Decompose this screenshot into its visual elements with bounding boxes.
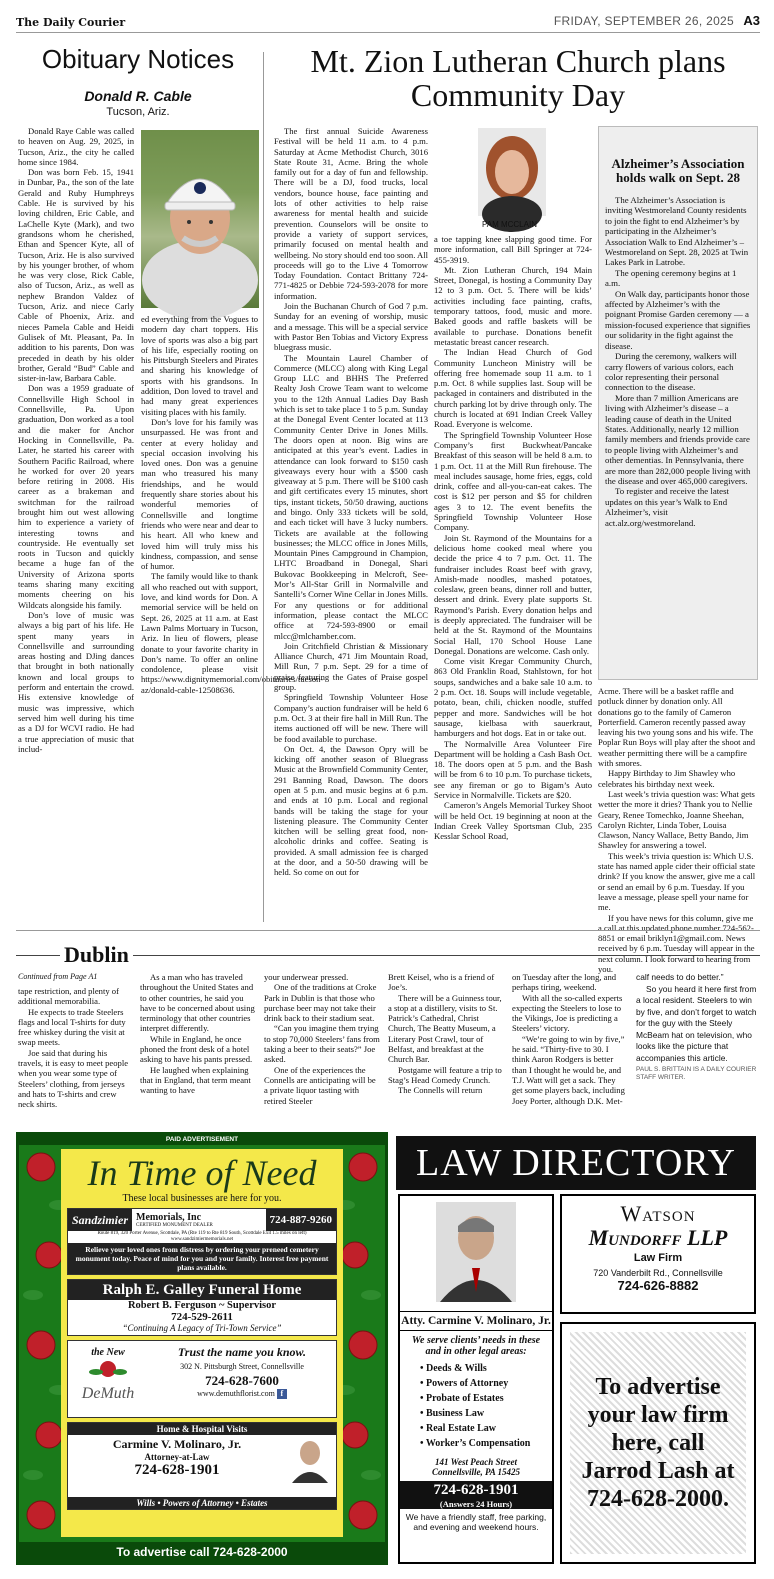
in-time-of-need-ad[interactable] bbox=[16, 1132, 388, 1565]
paragraph: Join St. Raymond of the Mountains for a delicious home cooked meal where you decide the price 4 to 7 p.m. Oct. 11. The fundraiser includes Roast beef with gravy, Amish-made noodles, mashed potatoes, coleslaw, green beans, dinner roll and butter, dessert and drink. Every plate supports St. Raymond’s Parish. Every donation helps and is deeply appreciated. The fundraiser will be held at the St. Raymond of the Mountains Social Hall, 170 School House Lane Donegal. Donations are welcome. Cash only. bbox=[434, 532, 592, 656]
paragraph: ed everything from the Vogues to modern day chart toppers. His love of sports was also a big part of his life, especially rooting on his Pittsburgh Steelers and Pirates and sharing his knowledge of sports with his grandsons. In addition, Don loved to travel and had many great experiences visiting places with his family. bbox=[141, 314, 258, 417]
paragraph: He laughed when explaining that in England, that term meant wanting to have bbox=[140, 1064, 251, 1096]
paragraph: Don’s love of music was always a big part of his life. He spent many years in Connellsville and surrounding areas hosting and DJing dances that brought in both nationally known and local groups to perform and entertain the crowd. His extensive knowledge of music was impressive, which served him well during his time as a DJ for WCVI radio. He had a true appreciation of music that includ- bbox=[18, 609, 134, 754]
paragraph: Joe said that during his travels, it is easy to meet people when you wear some type of Steelers’ clothing, from jerseys and hats to T-shirts and crew neck shirts. bbox=[18, 1047, 129, 1110]
paragraph: So you heard it here first from a local resident. Steelers to win by five, and don’t forget to watch for the guy with the Steely McBeam hat on television, who looks like the picture that accompanies this article. bbox=[636, 983, 757, 1063]
alzheimers-sidebar bbox=[598, 126, 758, 680]
demuth-trust: Trust the name you know. bbox=[177, 1345, 307, 1359]
visits-banner: Home & Hospital Visits bbox=[68, 1423, 336, 1435]
dublin-column-1 bbox=[18, 986, 132, 1120]
dublin-column-6 bbox=[636, 972, 758, 1120]
practice-area: • Real Estate Law bbox=[420, 1423, 497, 1434]
paragraph: One of the experiences the Connells are anticipating will be a private liquor tasting with retired Steeler bbox=[264, 1064, 376, 1106]
practice-areas bbox=[400, 1361, 552, 1451]
paragraph: The first annual Suicide Awareness Festival will be held 11 a.m. to 4 p.m. Saturday at Acme Methodist Church, 3016 State Route 31, Acme. Bring the whole family out for a day of fun and fellowship. There will be a DJ, food trucks, local vendors, bounce house, face painting and lots of other activities to help raise awareness for mental health and suicide prevention. Counselors will be onsite to provide a variety of support services, primarily focused on mental health and wellbeing. No story should end too soon. All proceeds will go to the Live 4 Tomorrow Today Foundation. Contact Brittany 724-771-4825 or Debbie 724-593-2078 for more information. bbox=[274, 126, 428, 301]
paragraph: The Mountain Laurel Chamber of Commerce (MLCC) along with King Legal Group LLC and BHHS The Preferred Realty Josh Crowe Team want to welcome you to the 12th Annual Ladies Day Bash which is set to take place 1 to 5 p.m. Sunday at the Donegal Event Center located at 113 Community Center Drive in Jones Mills. The doors open at noon. Big wins are anticipated at this year’s event. Ladies in attendance can look forward to $150 cash giveaways every hour with a $500 cash giveaway at 5 p.m. There will be $100 cash and gift certificates every 15 minutes, short tips, instant tickets, 50/50 drawing, auctions and bingo. Only 333 tickets will be sold, and each ticket will have 3 lucky numbers. Tickets are available at the following businesses; the MLCC office in Jones Mills, Mountain Pines Campground in Champion, LHTC Broadband in Donegal, Shari Bukovac Bookkeeping in Melcroft, See-Mor’s All-Star Grill in Normalville and Santelli’s Corner Wine Cellar in Jones Mills. For any questions or for additional information, please contact the MLCC office at 724-593-8900 or email mlcc@mlchamber.com. bbox=[274, 352, 428, 641]
community-headline: Mt. Zion Lutheran Church plans Community Day bbox=[310, 43, 726, 113]
issue-date: FRIDAY, SEPTEMBER 26, 2025 bbox=[553, 14, 734, 28]
obituary-name: Donald R. Cable bbox=[84, 88, 192, 104]
dublin-column-2 bbox=[140, 972, 256, 1120]
paragraph: Join the Buchanan Church of God 7 p.m. Sunday for an evening of worship, music and a message. This will be a special service with Pastor Ben Tobias and Victory Express bluegrass music. bbox=[274, 301, 428, 353]
alzheimers-title: Alzheimer’s Association holds walk on Sept. 28 bbox=[611, 156, 745, 185]
columnist-photo bbox=[478, 128, 546, 216]
law-staff-note: We have a friendly staff, free parking, and evening and weekend hours. bbox=[405, 1512, 547, 1532]
paragraph: The Connells will return bbox=[398, 1085, 483, 1096]
paragraph: Postgame will feature a trip to Stag’s Head Comedy Crunch. bbox=[388, 1064, 502, 1085]
obituary-column-2 bbox=[141, 314, 324, 920]
paragraph: a toe tapping knee slapping good time. For more information, call Bill Springer at 724-455-3919. bbox=[434, 234, 592, 265]
paragraph: tape restriction, and plenty of additional memorabilia. bbox=[18, 986, 119, 1007]
law-address-line1: 141 West Peach Street bbox=[435, 1457, 517, 1467]
molinaro-name: Carmine V. Molinaro, Jr. bbox=[112, 1437, 242, 1451]
paragraph: He expects to trade Steelers flags and local T-shirts for duty free whiskey during the visit at swap meets. bbox=[18, 1006, 126, 1048]
molinaro-ad-block[interactable] bbox=[67, 1422, 337, 1510]
law-address-line2: Connellsville, PA 15425 bbox=[431, 1467, 521, 1477]
columnist-portrait bbox=[478, 128, 546, 216]
galley-supervisor: Robert B. Ferguson ~ Supervisor bbox=[127, 1300, 277, 1311]
sandzimier-firm: Memorials, Inc bbox=[136, 1211, 202, 1223]
paragraph: If you have news for this column, give me a call at this updated phone number 724-562-8851 or email briklyn1@gmail.com. News received by 6 p.m. Tuesday will appear in the next column. I look forward to hearing from you. bbox=[598, 912, 755, 975]
ad-need-footer[interactable]: To advertise call 724-628-2000 bbox=[19, 1542, 385, 1562]
practice-area: • Powers of Attorney bbox=[420, 1378, 509, 1389]
law-hours: (Answers 24 Hours) bbox=[439, 1499, 513, 1509]
paragraph: More than 7 million Americans are living with Alzheimer’s disease – a leading cause of death in the United States. Additionally, nearly 12 million family members and friends provide care to people living with Alzheimer’s and other dementias. In Pennsylvania, there are more than 282,000 people living with the disease and over 465,000 caregivers. bbox=[605, 392, 751, 486]
paragraph: Donald Raye Cable was called to heaven on Aug. 29, 2025, in Tucson, Ariz., the city he called home since 1984. bbox=[18, 126, 134, 167]
watson-line2: Mundorff LLP bbox=[588, 1225, 728, 1250]
galley-phone: 724-529-2611 bbox=[171, 1311, 233, 1323]
paragraph: One of the traditions at Croke Park in Dublin is that those who purchase beer may not take their drink back to their stadium seat. bbox=[264, 982, 377, 1024]
paragraph: With all the so-called experts expecting the Steelers to lose to the Vikings, Joe is predicting a Steelers’ victory. bbox=[512, 992, 623, 1034]
paragraph: calf needs to do better.” bbox=[636, 972, 724, 982]
practice-area: • Deeds & Wills bbox=[420, 1363, 487, 1374]
watson-mundorff-ad[interactable] bbox=[560, 1194, 756, 1314]
paragraph: Mt. Zion Lutheran Church, 194 Main Street, Donegal, is hosting a Community Day 12 to 3 p.m. Oct. 5. There will be kids’ activities including face painting, crafts, temporary tattoos, food, music and more. Baked goods and raffle baskets will be available to purchase. Donations benefit metastatic breast cancer research. bbox=[434, 264, 592, 347]
attorney-photo bbox=[436, 1202, 516, 1302]
molinaro-title: Attorney-at-Law bbox=[144, 1452, 210, 1462]
facebook-icon[interactable]: f bbox=[277, 1389, 287, 1399]
obituary-place: Tucson, Ariz. bbox=[106, 106, 170, 118]
paragraph: The Indian Head Church of God Community Luncheon Ministry will be offering free homemade soup 11 a.m. to 1 p.m. Oct. 8 while supplies last. Soup will be packaged in containers and distributed in the church parking lot by drive through only. The church is located at 691 Indian Creek Valley Road. Everyone is welcome. bbox=[434, 347, 592, 430]
sandzimier-cert: CERTIFIED MONUMENT DEALER bbox=[136, 1222, 213, 1228]
ad-need-title: In Time of Need bbox=[87, 1153, 317, 1193]
practice-area: • Worker’s Compensation bbox=[420, 1438, 531, 1449]
byline: PAUL S. BRITTAIN IS A DAILY COURIER STAFF WRITER. bbox=[636, 1066, 757, 1081]
masthead-rule bbox=[16, 32, 760, 33]
paragraph: Acme. There will be a basket raffle and potluck dinner by donation only. All donations go to the family of Cameron Porterfield. Cameron recently passed away leaving his two young sons and his wife. The Poplar Run Boys will play after the shoot and weather permitting there will be a campfire with smores. bbox=[598, 686, 756, 769]
attorney-name: Atty. Carmine V. Molinaro, Jr. bbox=[400, 1311, 552, 1331]
paid-ad-label: PAID ADVERTISEMENT bbox=[19, 1135, 385, 1145]
community-column-1 bbox=[274, 126, 428, 918]
paragraph: your underwear pressed. bbox=[264, 972, 349, 982]
paragraph: on Tuesday after the long, and perhaps tiring, weekend. bbox=[512, 972, 617, 993]
demuth-block[interactable] bbox=[67, 1340, 337, 1418]
paragraph: Come visit Kregar Community Church, 863 Old Franklin Road, Stahlstown, for hot soups, sandwiches and a bake sale 10 a.m. to 2 p.m. Oct. 18. Soups will include vegetable, potato, bean, chili, chicken noodle, stuffed pepper and more. Sandwiches will be hot sausage, kielbasa with sauerkraut, hamburgers and hot dogs. Eat in or take out. bbox=[434, 656, 592, 739]
dublin-column-5 bbox=[512, 972, 628, 1120]
demuth-phone: 724-628-7600 bbox=[205, 1373, 279, 1388]
ad-need-subtitle: These local businesses are here for you. bbox=[122, 1193, 282, 1204]
law-directory-title: LAW DIRECTORY bbox=[396, 1136, 756, 1190]
community-column-2 bbox=[434, 234, 592, 922]
dublin-jump-label: Dublin bbox=[60, 942, 133, 968]
molinaro-tagline: Wills • Powers of Attorney • Estates bbox=[68, 1497, 336, 1509]
paragraph: During the ceremony, walkers will carry flowers of various colors, each color representing their personal connection to the disease. bbox=[605, 351, 737, 393]
paragraph: Springfield Township Volunteer Hose Company’s auction fundraiser will be held 6 p.m. Oct. 3 at their fire hall in Mill Run. The items auctioned off will be new. There will be food available to purchase. bbox=[274, 692, 428, 744]
demuth-web[interactable]: www.demuthflorist.com bbox=[197, 1389, 275, 1398]
molinaro-phone: 724-628-1901 bbox=[134, 1462, 220, 1478]
practice-area: • Business Law bbox=[420, 1408, 485, 1419]
paragraph: Last week’s trivia question was: What gets wetter the more it dries? Thank you to Nellie Geary, Renee Tomechko, Joanne Sheehan, Carolyn Richter, Linda Tober, Louisa Clawson, Nancy Wallace, Betty Bando, Jim Shawley for answering a towel. bbox=[598, 788, 755, 851]
paragraph: Happy Birthday to Jim Shawley who celebrates his birthday next week. bbox=[598, 768, 736, 789]
photo-caption: PAM MCCLAIN bbox=[482, 220, 537, 229]
paragraph: The Alzheimer’s Association is inviting Westmoreland County residents to join the fight to end Alzheimer’s by participating in the Alzheimer’s Association Walk to End Alzheimer’s – Westmoreland on Sept. 28, 2025 at Twin Lakes Park in Latrobe. bbox=[605, 195, 749, 268]
flower-icon bbox=[88, 1358, 128, 1380]
paragraph: On Walk day, participants honor those affected by Alzheimer’s with the poignant Promise Garden ceremony — a mission-focused experience that signifies our solidarity in the fight against the disease. bbox=[605, 288, 751, 351]
continued-note: Continued from Page A1 bbox=[18, 972, 98, 981]
alzheimers-body bbox=[605, 195, 751, 528]
attorney-portrait bbox=[290, 1437, 330, 1483]
page-number: A3 bbox=[743, 13, 760, 28]
galley-tagline: “Continuing A Legacy of Tri-Town Service” bbox=[122, 1323, 282, 1333]
paragraph: To register and receive the latest updates on this year’s Walk to End Alzheimer’s, visit act.alz.org/westmoreland. bbox=[605, 486, 729, 528]
sandzimier-block[interactable] bbox=[67, 1208, 337, 1275]
obituary-section-title: Obituary Notices bbox=[41, 44, 235, 74]
watson-address: 720 Vanderbilt Rd., Connellsville bbox=[593, 1268, 723, 1278]
paragraph: While in England, he once phoned the front desk of a hotel asking to have his pants pressed. bbox=[140, 1033, 253, 1065]
paragraph: Join Critchfield Christian & Missionary Alliance Church, 471 Jim Mountain Road, Mill Run, 7 p.m. Sept. 29 for a time of praise featuring the Gates of Praise gospel group. bbox=[274, 640, 428, 693]
paragraph: Don was born Feb. 15, 1941 in Dunbar, Pa., the son of the late Gerald and Ruby Humphreys Cable. He is survived by his loving children, Eric Cable, and LaChelle Kyte (Mark), and two grandsons whom he cherished, Ethan and Spencer Kyte, all of Tucson, Ariz. He is also survived by his younger brother, of whom he was very close, Rick Cable, also of Tucson, Ariz., as well as nephew Brandon Valdez of Tucson, Ariz. and niece Carly Cable of Phoenix, Ariz. and nieces Pamela Cable and Heidi Gulisek of Mt. Pleasant, Pa. In addition to his parents, Don was preceded in death by his older brother, Gerald “Bud” Cable and sister-in-law, Barbara Cable. bbox=[18, 167, 134, 384]
advertise-law-firm-ad[interactable] bbox=[560, 1322, 756, 1564]
law-phone: 724-628-1901 bbox=[433, 1482, 519, 1498]
paragraph: The Springfield Township Volunteer Hose Company’s first Buckwheat/Pancake Breakfast of this season will be held 8 a.m. to 1 p.m. Oct. 11 at the Mill Run firehouse. The meal includes sausage, home fries, eggs, cold drink, coffee and all-you-can-eat cakes. The cost is $12 per person and $5 for children ages 3 to 12. The event benefits the Springfield Township Volunteer Hose Company. bbox=[434, 429, 592, 533]
serve-statement: We serve clients’ needs in these and in other legal areas: bbox=[411, 1335, 541, 1357]
demuth-name: DeMuth bbox=[81, 1385, 135, 1402]
watson-phone: 724-626-8882 bbox=[617, 1278, 699, 1293]
section-rule bbox=[16, 930, 760, 931]
sandzimier-web[interactable]: www.sandzimiermemorials.net bbox=[170, 1237, 234, 1242]
molinaro-law-ad[interactable] bbox=[398, 1194, 554, 1564]
sandzimier-name: Sandzimier bbox=[68, 1209, 132, 1231]
paragraph: Brett Keisel, who is a friend of Joe’s. bbox=[388, 972, 495, 993]
law-phone-block bbox=[400, 1481, 552, 1509]
sandzimier-pitch: Relieve your loved ones from distress by ordering your preneed cemetery monument today. Peace of mind for you and your family. Interest free payment plans available. bbox=[68, 1243, 336, 1274]
paragraph: The Normalville Area Volunteer Fire Department will be holding a Cash Bash Oct. 18. The doors open at 5 p.m. and the Bash will be from 6 to 10 p.m. To purchase tickets, see any fireman or go to Bigam’s Auto Service in Normalville. Tickets are $20. bbox=[434, 738, 592, 801]
paragraph: The opening ceremony begins at 1 a.m. bbox=[605, 267, 737, 289]
galley-block[interactable] bbox=[67, 1279, 337, 1336]
galley-name: Ralph E. Galley Funeral Home bbox=[68, 1280, 336, 1300]
obituary-photo bbox=[141, 130, 259, 308]
practice-area: • Probate of Estates bbox=[420, 1393, 504, 1404]
sandzimier-address: Route 819, 320 Porter Avenue, Scottdale, PA (Rte 119 to Rte 819 South, Scottdale Exit 1.5 miles on left) bbox=[97, 1231, 307, 1236]
paragraph: Cameron’s Angels Memorial Turkey Shoot will be held Oct. 19 beginning at noon at the Indian Creek Valley Sportsman Club, 235 Kesslar School Road, bbox=[434, 800, 593, 842]
watson-line1: Watson bbox=[620, 1201, 696, 1226]
sandzimier-phone: 724-887-9260 bbox=[266, 1209, 336, 1231]
community-column-3 bbox=[598, 686, 758, 975]
obituary-column-1 bbox=[18, 126, 134, 922]
paragraph: There will be a Guinness tour, a stop at a distillery, visits to St. Patrick’s Cathedral, Christ Church, The Beatty Museum, a Literary Post Crawl, tour of Belfast, and breakfast at the Church Bar. bbox=[388, 992, 502, 1065]
paragraph: “We’re going to win by five,” he said. “Thirty-five to 30. I think Aaron Rodgers is better than I thought he would be, and T.J. Watt will get a sack. They get some players back, including Joey Porter, although D.K. Met- bbox=[512, 1033, 625, 1106]
watson-firm: Law Firm bbox=[633, 1252, 683, 1264]
paragraph: Don was a 1959 graduate of Connellsville High School in Connellsville, Pa. Upon graduation, Don worked as a tool and die maker for Anchor Hocking in Connellsville, Pa. Later, he started his career with Southern Pacific Railroad, where he worked for over 20 years before retiring in 2008. His career as a brakeman and switchman for the railroad brought him out west allowing him to experience a variety of interesting towns and countryside. He eventually set roots in Tucson and quickly became a huge fan of the University of Arizona sports teams sharing many exciting moments cheering on his Wildcats alongside his family. bbox=[18, 383, 134, 610]
paragraph: “Can you imagine them trying to stop 70,000 Steelers’ fans from taking a beer to their seats?” Joe asked. bbox=[264, 1023, 380, 1065]
demuth-new: the New bbox=[91, 1347, 125, 1358]
advertise-law-text: To advertise your law firm here, call Jarrod Lash at 724-628-2000. bbox=[581, 1374, 735, 1512]
dublin-column-3 bbox=[264, 972, 380, 1120]
paper-logo: The Daily Courier bbox=[16, 16, 126, 29]
dublin-column-4 bbox=[388, 972, 504, 1120]
column-divider bbox=[263, 52, 264, 922]
paragraph: The family would like to thank all who reached out with support, love, and kind words for Don. A memorial service will be held on Sept. 26, 2025 at 11 a.m. at East Lawn Palms Mortuary in Tucson, Ariz. In lieu of flowers, please donate to your favorite charity in Don’s name. To offer an online condolence, please visit https://www.dignitymemorial.com/obituaries/tucson-az/donald-cable-12508636. bbox=[141, 571, 324, 695]
demuth-address: 302 N. Pittsburgh Street, Connellsville bbox=[180, 1362, 304, 1371]
portrait-illustration bbox=[141, 130, 259, 308]
paragraph: On Oct. 4, the Dawson Opry will be kicking off another season of Bluegrass Music at the Brownfield Community Center, 291 Banning Road, Dawson. The doors open at 5 p.m. and music begins at 6 p.m. and ends at 10 p.m. Local and regional bands will be taking the stage for your listening pleasure. The Community Center kitchen will be selling great food, non-alcoholic drinks and coffee. Seating is provided. A small admission fee is charged at the door, and a 50-50 drawing will be held. So come on out for bbox=[274, 743, 428, 878]
ad-need-inner bbox=[61, 1149, 343, 1537]
paragraph: As a man who has traveled throughout the United States and to other countries, he said you have to be concerned about using terminology that other countries interpret differently. bbox=[140, 972, 255, 1034]
paragraph: This week’s trivia question is: Which U.S. state has named apple cider their official state drink? If you know the answer, give me a call or send an email by 6 p.m. Tuesday. If you leave a message, please spell your name for me. bbox=[598, 850, 756, 913]
paragraph: Don’s love for his family was unsurpassed. He was front and center at every holiday and special occasion involving his loved ones. Don was a genuine man who treasured his many friendships, and he would frequently share stories about his wonderful memories of Connellsville and longtime friends who were near and dear to his heart. All who knew and loved him will truly miss his kindness, compassion, and sense of humor. bbox=[141, 416, 258, 572]
